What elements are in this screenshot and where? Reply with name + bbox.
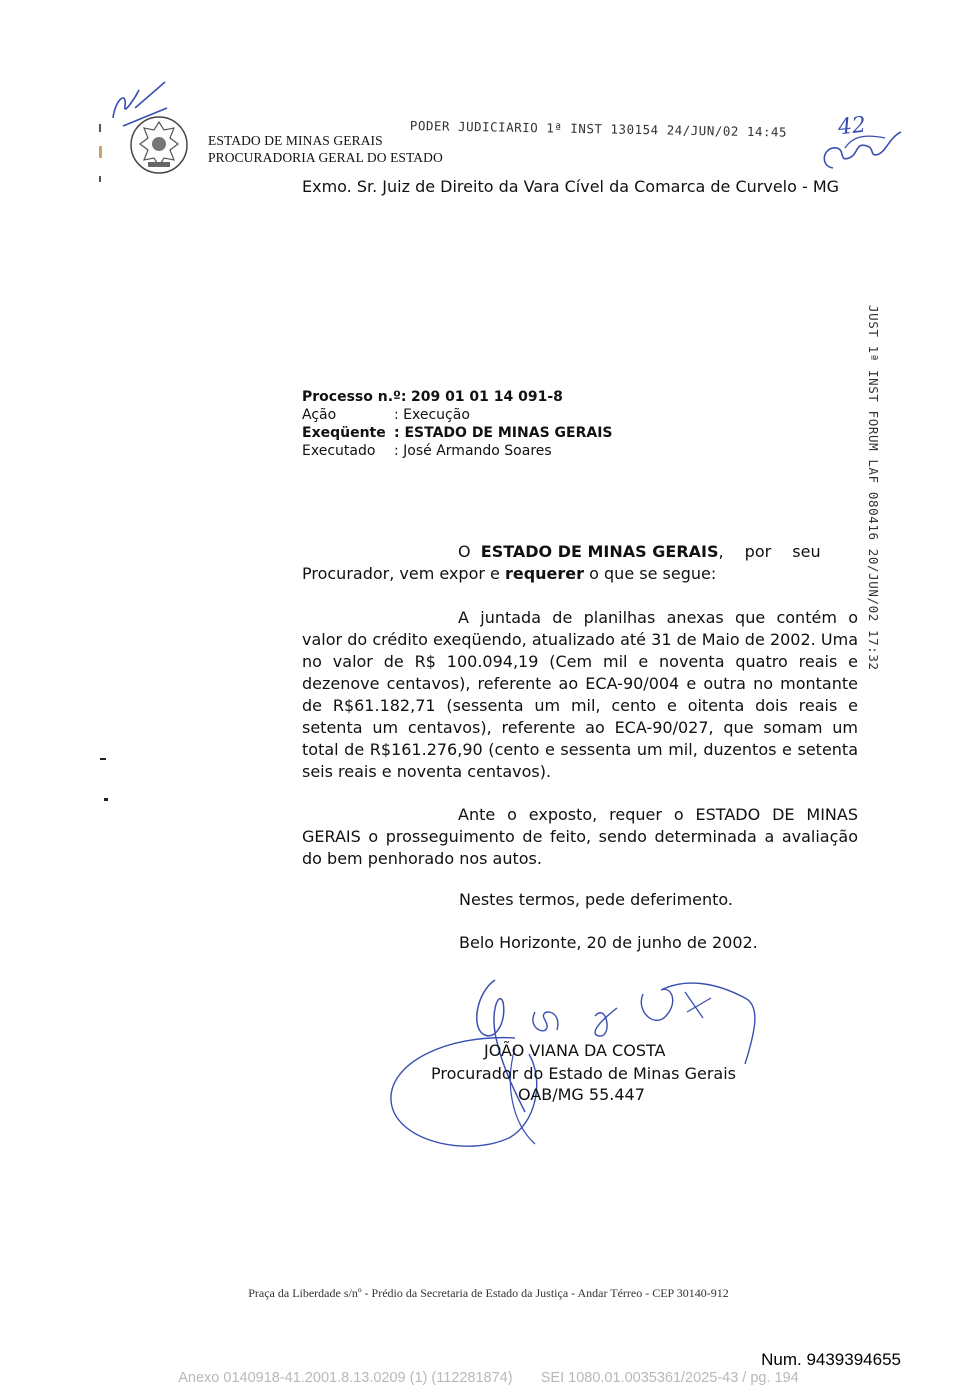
processo-value: 209 01 01 14 091-8 — [410, 389, 563, 405]
acao-label: Ação — [302, 407, 337, 423]
document-number: Num. 9439394655 — [761, 1350, 901, 1369]
exequente-row — [302, 424, 612, 442]
handwritten-initials-top-right — [815, 128, 905, 178]
intro-pre: O — [458, 542, 471, 561]
intro-post: , por seu — [718, 542, 821, 561]
handwritten-page-number: 42 — [836, 112, 868, 141]
paragraph-requerimento: Ante o exposto, requer o ESTADO DE MINAS GERAIS o prosseguimento de feito, sendo determinada a avaliação do bem penhorado nos autos. — [302, 805, 858, 868]
acao-row — [302, 406, 470, 424]
intro-line2-bold: requerer — [504, 564, 585, 583]
executado-row — [302, 442, 552, 460]
signer-role: Procurador do Estado de Minas Gerais — [431, 1064, 737, 1083]
signer-name: JOÃO VIANA DA COSTA — [484, 1041, 666, 1060]
org-name-line2: PROCURADORIA GERAL DO ESTADO — [208, 150, 443, 165]
processo-row — [302, 388, 563, 406]
forum-receipt-stamp: JUST 1ª INST FORUM LAF 080416 20/JUN/02 17:32 — [866, 305, 881, 671]
margin-dash-marks — [96, 120, 106, 190]
place-date-line: Belo Horizonte, 20 de junho de 2002. — [459, 933, 758, 952]
margin-dot-marks — [100, 752, 112, 812]
intro-bold: ESTADO DE MINAS GERAIS — [480, 542, 719, 561]
intro-line2-post: o que se segue: — [589, 564, 717, 583]
org-name-line1: ESTADO DE MINAS GERAIS — [208, 133, 383, 148]
exequente-value: : ESTADO DE MINAS GERAIS — [394, 425, 613, 441]
processo-label: Processo n.º: — [302, 389, 407, 405]
intro-paragraph — [302, 541, 858, 585]
executado-value: : José Armando Soares — [394, 443, 552, 459]
acao-value: : Execução — [394, 407, 470, 423]
protocol-stamp: PODER JUDICIARIO 1ª INST 130154 24/JUN/02 14:45 — [409, 118, 788, 140]
executado-label: Executado — [302, 443, 376, 459]
exequente-label: Exeqüente — [302, 425, 386, 441]
addressee-line: Exmo. Sr. Juiz de Direito da Vara Cível da Comarca de Curvelo - MG — [302, 177, 840, 196]
coat-of-arms-seal-icon — [128, 114, 190, 176]
footer-address: Praça da Liberdade s/nº - Prédio da Secretaria de Estado da Justiça - Andar Térreo - CEP 30140-912 — [248, 1286, 729, 1300]
signer-oab: OAB/MG 55.447 — [518, 1085, 645, 1104]
annex-watermark: Anexo 0140918-41.2001.8.13.0209 (1) (112281874) SEI 1080.01.0035361/2025-43 / pg. 194 — [178, 1370, 799, 1386]
paragraph-planilhas: A juntada de planilhas anexas que contém o valor do crédito exeqüendo, atualizado até 31 de Maio de 2002. Uma no valor de R$ 100.094,19 (Cem mil e noventa quatro reais e dezenove centavos), referente ao ECA-90/004 e outra no montante de R$61.182,71 (sessenta um mil, cento e oitenta dois reais e setenta um centavos), referente ao ECA-90/027, que somam um total de R$161.276,90 (cento e sessenta um mil, duzentos e setenta seis reais e noventa centavos). — [302, 608, 858, 781]
closing-line: Nestes termos, pede deferimento. — [459, 890, 734, 909]
intro-line2-pre: Procurador, vem expor e — [302, 564, 500, 583]
